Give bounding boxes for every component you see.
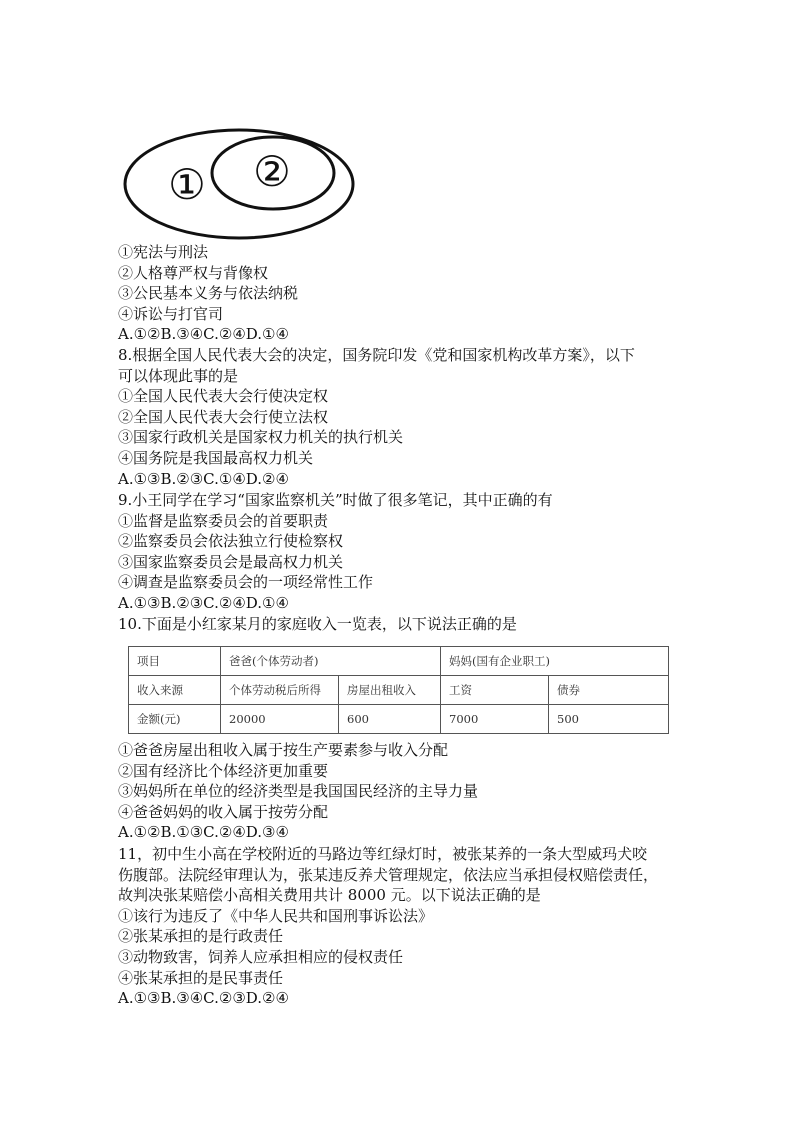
nested-ellipse-diagram (122, 128, 358, 244)
question-8-block (118, 345, 678, 489)
table-cell: 个体劳动税后所得 (221, 676, 339, 705)
table-cell: 工资 (441, 676, 549, 705)
income-table-wrap (128, 646, 668, 734)
outer-label: ① (168, 160, 206, 209)
table-cell: 金额(元) (129, 705, 221, 734)
table-cell: 债券 (549, 676, 669, 705)
q7-option-1: ①宪法与刑法 (118, 243, 209, 261)
q7-option-4: ④诉讼与打官司 (118, 304, 224, 323)
table-cell: 600 (339, 705, 441, 734)
q11-option-3: ③动物致害，饲养人应承担相应的侵权责任 (118, 947, 404, 966)
q8-stem-line1: 8.根据全国人民代表大会的决定，国务院印发《党和国家机构改革方案》，以下 (118, 346, 635, 364)
q11-option-2: ②张某承担的是行政责任 (118, 927, 284, 946)
table-cell: 爸爸(个体劳动者) (221, 647, 441, 676)
q11-stem-line2: 伤腹部。法院经审理认为，张某违反养犬管理规定，依法应当承担侵权赔偿责任， (118, 865, 659, 884)
question-10-stem-block (118, 614, 678, 635)
q8-option-4: ④国务院是我国最高权力机关 (118, 448, 314, 467)
q8-option-1: ①全国人民代表大会行使决定权 (118, 387, 329, 406)
question-7-block (118, 242, 678, 345)
q11-option-4: ④张某承担的是民事责任 (118, 968, 284, 987)
q11-stem-line1: 11，初中生小高在学校附近的马路边等红绿灯时，被张某养的一条大型威玛犬咬 (118, 845, 648, 863)
q9-option-4: ④调查是监察委员会的一项经常性工作 (118, 573, 374, 592)
table-cell: 项目 (129, 647, 221, 676)
q8-option-2: ②全国人民代表大会行使立法权 (118, 407, 329, 426)
q7-option-3: ③公民基本义务与依法纳税 (118, 284, 299, 303)
table-row (129, 676, 669, 705)
table-cell: 房屋出租收入 (339, 676, 441, 705)
table-cell: 7000 (441, 705, 549, 734)
q9-option-1: ①监督是监察委员会的首要职责 (118, 511, 329, 530)
table-header-row (129, 647, 669, 676)
q11-answers: A.①③B.③④C.②③D.②④ (118, 989, 289, 1008)
q8-stem-line2: 可以体现此事的是 (118, 366, 239, 385)
table-cell: 妈妈(国有企业职工) (441, 647, 669, 676)
q9-stem: 9.小王同学在学习“国家监察机关”时做了很多笔记，其中正确的有 (118, 491, 553, 509)
question-11-block (118, 844, 678, 1009)
q7-option-2: ②人格尊严权与背像权 (118, 263, 269, 282)
q8-answers: A.①③B.②③C.①④D.②④ (118, 469, 289, 488)
table-cell: 20000 (221, 705, 339, 734)
q10-option-1: ①爸爸房屋出租收入属于按生产要素参与收入分配 (118, 741, 449, 759)
q10-option-2: ②国有经济比个体经济更加重要 (118, 761, 329, 780)
q11-option-1: ①该行为违反了《中华人民共和国刑事诉讼法》 (118, 906, 434, 925)
question-10-options-block (118, 740, 678, 843)
table-cell: 500 (549, 705, 669, 734)
q9-option-3: ③国家监察委员会是最高权力机关 (118, 552, 344, 571)
q9-option-2: ②监察委员会依法独立行使检察权 (118, 532, 344, 551)
q9-answers: A.①③B.②③C.②④D.①④ (118, 593, 289, 612)
q10-option-3: ③妈妈所在单位的经济类型是我国国民经济的主导力量 (118, 782, 479, 801)
outer-ellipse (125, 130, 353, 238)
table-cell: 收入来源 (129, 676, 221, 705)
q8-option-3: ③国家行政机关是国家权力机关的执行机关 (118, 428, 404, 447)
q10-option-4: ④爸爸妈妈的收入属于按劳分配 (118, 802, 329, 821)
q11-stem-line3: 故判决张某赔偿小高相关费用共计 8000 元。以下说法正确的是 (118, 886, 541, 905)
table-row (129, 705, 669, 734)
q10-answers: A.①②B.①③C.②④D.③④ (118, 823, 289, 842)
q7-answers: A.①②B.③④C.②④D.①④ (118, 325, 289, 344)
inner-label: ② (253, 147, 291, 196)
q10-stem: 10.下面是小红家某月的家庭收入一览表，以下说法正确的是 (118, 615, 517, 633)
question-9-block (118, 490, 678, 614)
income-table (128, 646, 669, 734)
